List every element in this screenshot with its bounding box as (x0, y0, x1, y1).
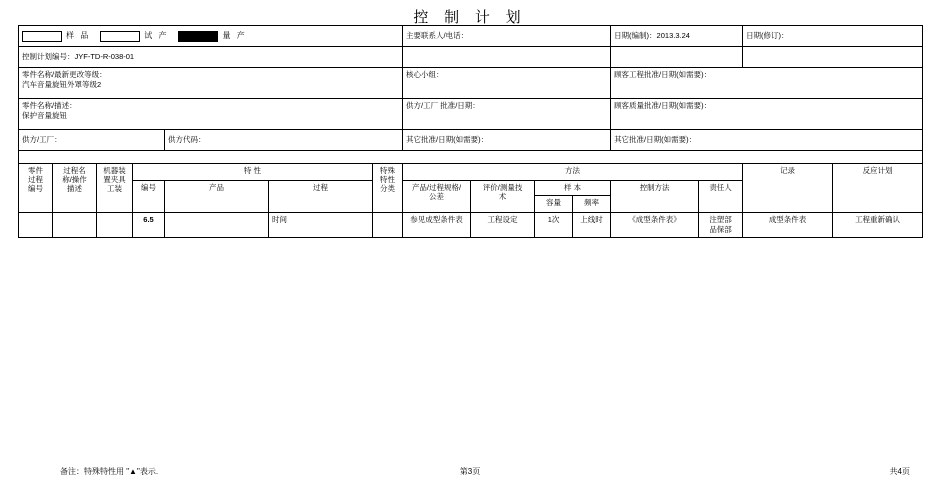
cell-responsible-line2: 品保部 (709, 225, 732, 235)
supplier-plant-approval-cell: 供方/工厂 批准/日期： (403, 99, 611, 130)
cell-machine (97, 213, 133, 238)
spacer-cell-b (611, 47, 743, 68)
col-machine-line1: 机器装 (103, 166, 126, 175)
col-characteristic-process: 过程 (269, 181, 373, 213)
date-revised-cell: 日期(修订)： (743, 26, 923, 47)
gap-cell (19, 151, 923, 164)
spacer-cell-c (743, 47, 923, 68)
part-name-value: 汽车音量旋钮外罩等级2 (22, 80, 102, 90)
supplier-code-cell: 供方代码： (165, 130, 403, 151)
part-description-value: 保护音量旋钮 (22, 111, 67, 121)
header-row-4 (19, 99, 923, 130)
checkbox-trial[interactable] (100, 31, 140, 42)
checkbox-production-label: 量 产 (222, 30, 247, 40)
customer-engineering-approval-cell: 顾客工程批准/日期(如需要)： (611, 68, 923, 99)
control-plan-number-cell: 控制计划编号：JYF-TD-R-038-01 (19, 47, 403, 68)
header-row-1 (19, 26, 923, 47)
core-team-cell: 核心小组： (403, 68, 611, 99)
other-approval-cell-2: 其它批准/日期(如需要)： (611, 130, 923, 151)
col-control-method: 控制方法 (611, 181, 699, 213)
header-row-5 (19, 130, 923, 151)
cell-sample-size: 1次 (535, 213, 573, 238)
control-plan-table (18, 25, 923, 238)
col-special-characteristic-class (373, 164, 403, 213)
col-special-class-line1: 特殊 (380, 166, 396, 175)
col-sample-size: 容量 (535, 196, 573, 213)
group-methods: 方法 (403, 164, 743, 181)
col-measurement-line1: 评价/测量技 (482, 183, 523, 192)
col-record: 记录 (743, 164, 833, 213)
part-name-cell (19, 68, 403, 99)
cell-evaluation-measurement: 工程设定 (471, 213, 535, 238)
col-part-process-number-line3: 编号 (28, 184, 43, 193)
header-gap-row (19, 151, 923, 164)
col-special-class-line3: 分类 (380, 184, 396, 193)
spacer-cell-a (403, 47, 611, 68)
column-header-row-1 (19, 164, 923, 181)
col-part-process-number-line2: 过程 (28, 175, 43, 184)
col-process-name-line1: 过程名 (63, 166, 86, 175)
footer-total-pages: 共4页 (889, 467, 910, 476)
header-row-3 (19, 68, 923, 99)
footer-page-number: 第3页 (459, 467, 481, 476)
cell-part-process-number (19, 213, 53, 238)
checkbox-trial-label: 试 产 (144, 30, 169, 40)
col-process-name-line2: 称/操作 (62, 175, 87, 184)
col-spec-line1: 产品/过程规格/ (411, 183, 462, 192)
cell-reaction-plan: 工程重新确认 (833, 213, 923, 238)
date-created-cell: 日期(编制)：2013.3.24 (611, 26, 743, 47)
col-machine-line2: 置夹具 (103, 175, 126, 184)
col-part-process-number (19, 164, 53, 213)
footer-note: 备注：特殊特性用 "▲"表示. (60, 467, 159, 476)
col-machine-device-fixture (97, 164, 133, 213)
cell-responsible-person (699, 213, 743, 238)
checkbox-production[interactable] (178, 31, 218, 42)
customer-quality-approval-cell: 顾客质量批准/日期(如需要)： (611, 99, 923, 130)
col-evaluation-measurement (471, 181, 535, 213)
cell-process-name (53, 213, 97, 238)
col-process-name (53, 164, 97, 213)
col-process-name-line3: 描述 (67, 184, 82, 193)
prototype-status-cell (19, 26, 403, 47)
group-sample: 样 本 (535, 181, 611, 196)
header-row-2 (19, 47, 923, 68)
col-part-process-number-line1: 零件 (28, 166, 43, 175)
cell-process-characteristic: 时间 (269, 213, 373, 238)
col-sample-frequency: 频率 (573, 196, 611, 213)
col-reaction-plan: 反应计划 (833, 164, 923, 213)
cell-record: 成型条件表 (743, 213, 833, 238)
col-characteristic-product: 产品 (165, 181, 269, 213)
col-spec-line2: 公差 (429, 192, 445, 201)
main-contact-cell: 主要联系人/电话： (403, 26, 611, 47)
cell-sample-frequency: 上线时 (573, 213, 611, 238)
page-title: 控 制 计 划 (413, 10, 527, 26)
cell-special-class (373, 213, 403, 238)
other-approval-cell-1: 其它批准/日期(如需要)： (403, 130, 611, 151)
checkbox-sample-label: 样 品 (66, 30, 91, 40)
group-characteristics: 特 性 (133, 164, 373, 181)
cell-control-method: 《成型条件表》 (611, 213, 699, 238)
table-row (19, 213, 923, 238)
cell-product-characteristic (165, 213, 269, 238)
col-responsible-person: 责任人 (699, 181, 743, 213)
supplier-plant-cell: 供方/工厂： (19, 130, 165, 151)
checkbox-sample[interactable] (22, 31, 62, 42)
cell-responsible-line1: 注塑部 (709, 215, 732, 225)
col-machine-line3: 工装 (107, 184, 122, 193)
cell-characteristic-number: 6.5 (133, 213, 165, 238)
col-spec-tolerance (403, 181, 471, 213)
col-characteristic-number: 编号 (133, 181, 165, 213)
col-special-class-line2: 特性 (380, 175, 396, 184)
col-measurement-line2: 术 (498, 192, 507, 201)
part-description-label: 零件名称/描述： (22, 101, 77, 110)
part-name-label: 零件名称/最新更改等级： (22, 70, 107, 79)
part-description-cell (19, 99, 403, 130)
cell-spec-tolerance: 参见成型条件表 (403, 213, 471, 238)
